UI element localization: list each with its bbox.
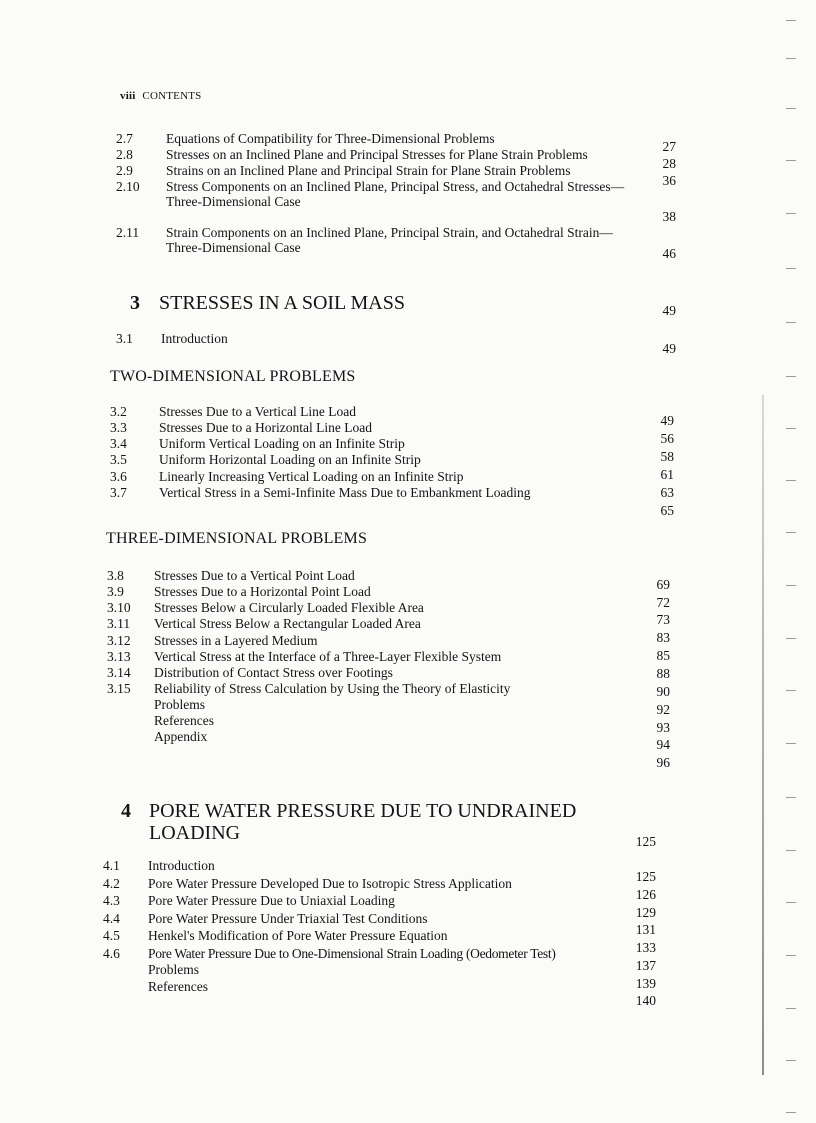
section-number: 4.3	[103, 893, 120, 908]
section-number: 2.9	[116, 163, 133, 178]
section-title: Distribution of Contact Stress over Footings	[154, 665, 393, 680]
chapter-number: 4	[121, 800, 131, 822]
header-page-number: viii	[120, 90, 136, 102]
section-title: Uniform Horizontal Loading on an Infinite Strip	[159, 452, 421, 467]
page-ref: 90	[656, 684, 670, 699]
section-title: Strains on an Inclined Plane and Principal Strain for Plane Strain Problems	[166, 163, 571, 178]
section-number: 4.5	[103, 928, 120, 943]
section-title: Introduction	[161, 331, 228, 346]
section-title: Stresses Due to a Vertical Point Load	[154, 568, 355, 583]
section-number: 4.4	[103, 911, 120, 926]
section-title: Henkel's Modification of Pore Water Pressure Equation	[148, 928, 448, 943]
page-ref: 133	[635, 940, 656, 955]
section-number: 4.2	[103, 876, 120, 891]
page-ref: 94	[656, 737, 670, 752]
header-label: CONTENTS	[142, 90, 202, 102]
section-title: Equations of Compatibility for Three-Dimensional Problems	[166, 131, 495, 146]
page-ref: 92	[656, 702, 670, 717]
section-number: 3.12	[107, 633, 131, 648]
section-number: 3.9	[107, 584, 124, 599]
section-title: Stresses on an Inclined Plane and Principal Stresses for Plane Strain Problems	[166, 147, 588, 162]
section-number: 2.11	[116, 225, 140, 240]
page-ref: 49	[662, 341, 676, 356]
toc-backmatter: Problems	[154, 697, 206, 712]
chapter-title: STRESSES IN A SOIL MASS	[159, 292, 405, 314]
section-title: Pore Water Pressure Developed Due to Isotropic Stress Application	[148, 876, 512, 891]
running-header	[120, 90, 201, 102]
page-ref: 38	[662, 209, 676, 224]
page-ref: 93	[656, 720, 670, 735]
section-title: Strain Components on an Inclined Plane, Principal Strain, and Octahedral Strain—Three-Dimensional Case	[166, 225, 613, 255]
section-title: Stresses in a Layered Medium	[154, 633, 318, 648]
subsection-heading: THREE-DIMENSIONAL PROBLEMS	[106, 530, 368, 547]
section-number: 4.1	[103, 858, 120, 873]
subsection-heading: TWO-DIMENSIONAL PROBLEMS	[110, 368, 356, 385]
page-ref: 61	[660, 467, 674, 482]
section-title: Pore Water Pressure Due to One-Dimensional Strain Loading (Oedometer Test)	[148, 946, 556, 961]
section-number: 3.15	[107, 681, 131, 696]
chapter-title: PORE WATER PRESSURE DUE TO UNDRAINED LOADING	[149, 800, 577, 844]
section-number: 3.11	[107, 616, 131, 631]
page-ref: 28	[662, 156, 676, 171]
page-ref: 137	[635, 958, 656, 973]
page-ref: 83	[656, 630, 670, 645]
page-ref: 131	[635, 922, 656, 937]
toc-backmatter: References	[148, 979, 208, 994]
page-ref: 27	[662, 139, 676, 154]
section-title: Vertical Stress at the Interface of a Three-Layer Flexible System	[154, 649, 502, 664]
page-ref: 126	[635, 887, 656, 902]
section-title: Introduction	[148, 858, 215, 873]
section-number: 3.8	[107, 568, 124, 583]
section-title: Stresses Below a Circularly Loaded Flexible Area	[154, 600, 424, 615]
page-ref: 139	[635, 976, 656, 991]
section-number: 3.10	[107, 600, 131, 615]
page-ref: 85	[656, 648, 670, 663]
section-number: 3.2	[110, 404, 127, 419]
section-title: Pore Water Pressure Under Triaxial Test Conditions	[148, 911, 428, 926]
section-title: Stresses Due to a Horizontal Point Load	[154, 584, 371, 599]
page-ref: 96	[656, 755, 670, 770]
page-ref: 69	[656, 577, 670, 592]
section-number: 3.13	[107, 649, 131, 664]
page-ref: 46	[662, 246, 676, 261]
section-title: Uniform Vertical Loading on an Infinite Strip	[159, 436, 405, 451]
page-ref: 36	[662, 173, 676, 188]
page-ref: 140	[635, 993, 656, 1008]
section-number: 3.4	[110, 436, 127, 451]
page-ref: 72	[656, 595, 670, 610]
section-title: Linearly Increasing Vertical Loading on an Infinite Strip	[159, 469, 464, 484]
section-title: Vertical Stress in a Semi-Infinite Mass Due to Embankment Loading	[159, 485, 531, 500]
page-ref: 63	[660, 485, 674, 500]
margin-marks	[756, 0, 816, 1123]
page-ref: 88	[656, 666, 670, 681]
section-number: 3.3	[110, 420, 127, 435]
section-number: 3.14	[107, 665, 131, 680]
page-ref: 129	[635, 905, 656, 920]
section-title: Reliability of Stress Calculation by Using the Theory of Elasticity	[154, 681, 511, 696]
toc-backmatter: Problems	[148, 962, 200, 977]
page-ref: 49	[660, 413, 674, 428]
section-number: 3.5	[110, 452, 127, 467]
page-ref: 65	[660, 503, 674, 518]
section-title: Stresses Due to a Vertical Line Load	[159, 404, 356, 419]
page-ref: 49	[662, 303, 676, 318]
section-number: 4.6	[103, 946, 120, 961]
section-number: 3.1	[116, 331, 133, 346]
page-ref: 73	[656, 612, 670, 627]
chapter-number: 3	[130, 292, 140, 314]
page-ref: 56	[660, 431, 674, 446]
toc-backmatter: Appendix	[154, 729, 208, 744]
section-number: 3.6	[110, 469, 127, 484]
section-title: Stresses Due to a Horizontal Line Load	[159, 420, 372, 435]
page-ref: 125	[635, 834, 656, 849]
toc-backmatter: References	[154, 713, 214, 728]
section-title: Vertical Stress Below a Rectangular Loaded Area	[154, 616, 421, 631]
page-ref: 58	[660, 449, 674, 464]
section-number: 2.10	[116, 179, 140, 194]
section-title: Stress Components on an Inclined Plane, Principal Stress, and Octahedral Stresses—Three-Dimensional Case	[166, 179, 625, 209]
section-number: 3.7	[110, 485, 127, 500]
section-title: Pore Water Pressure Due to Uniaxial Loading	[148, 893, 395, 908]
page-ref: 125	[635, 869, 656, 884]
section-number: 2.8	[116, 147, 133, 162]
section-number: 2.7	[116, 131, 133, 146]
